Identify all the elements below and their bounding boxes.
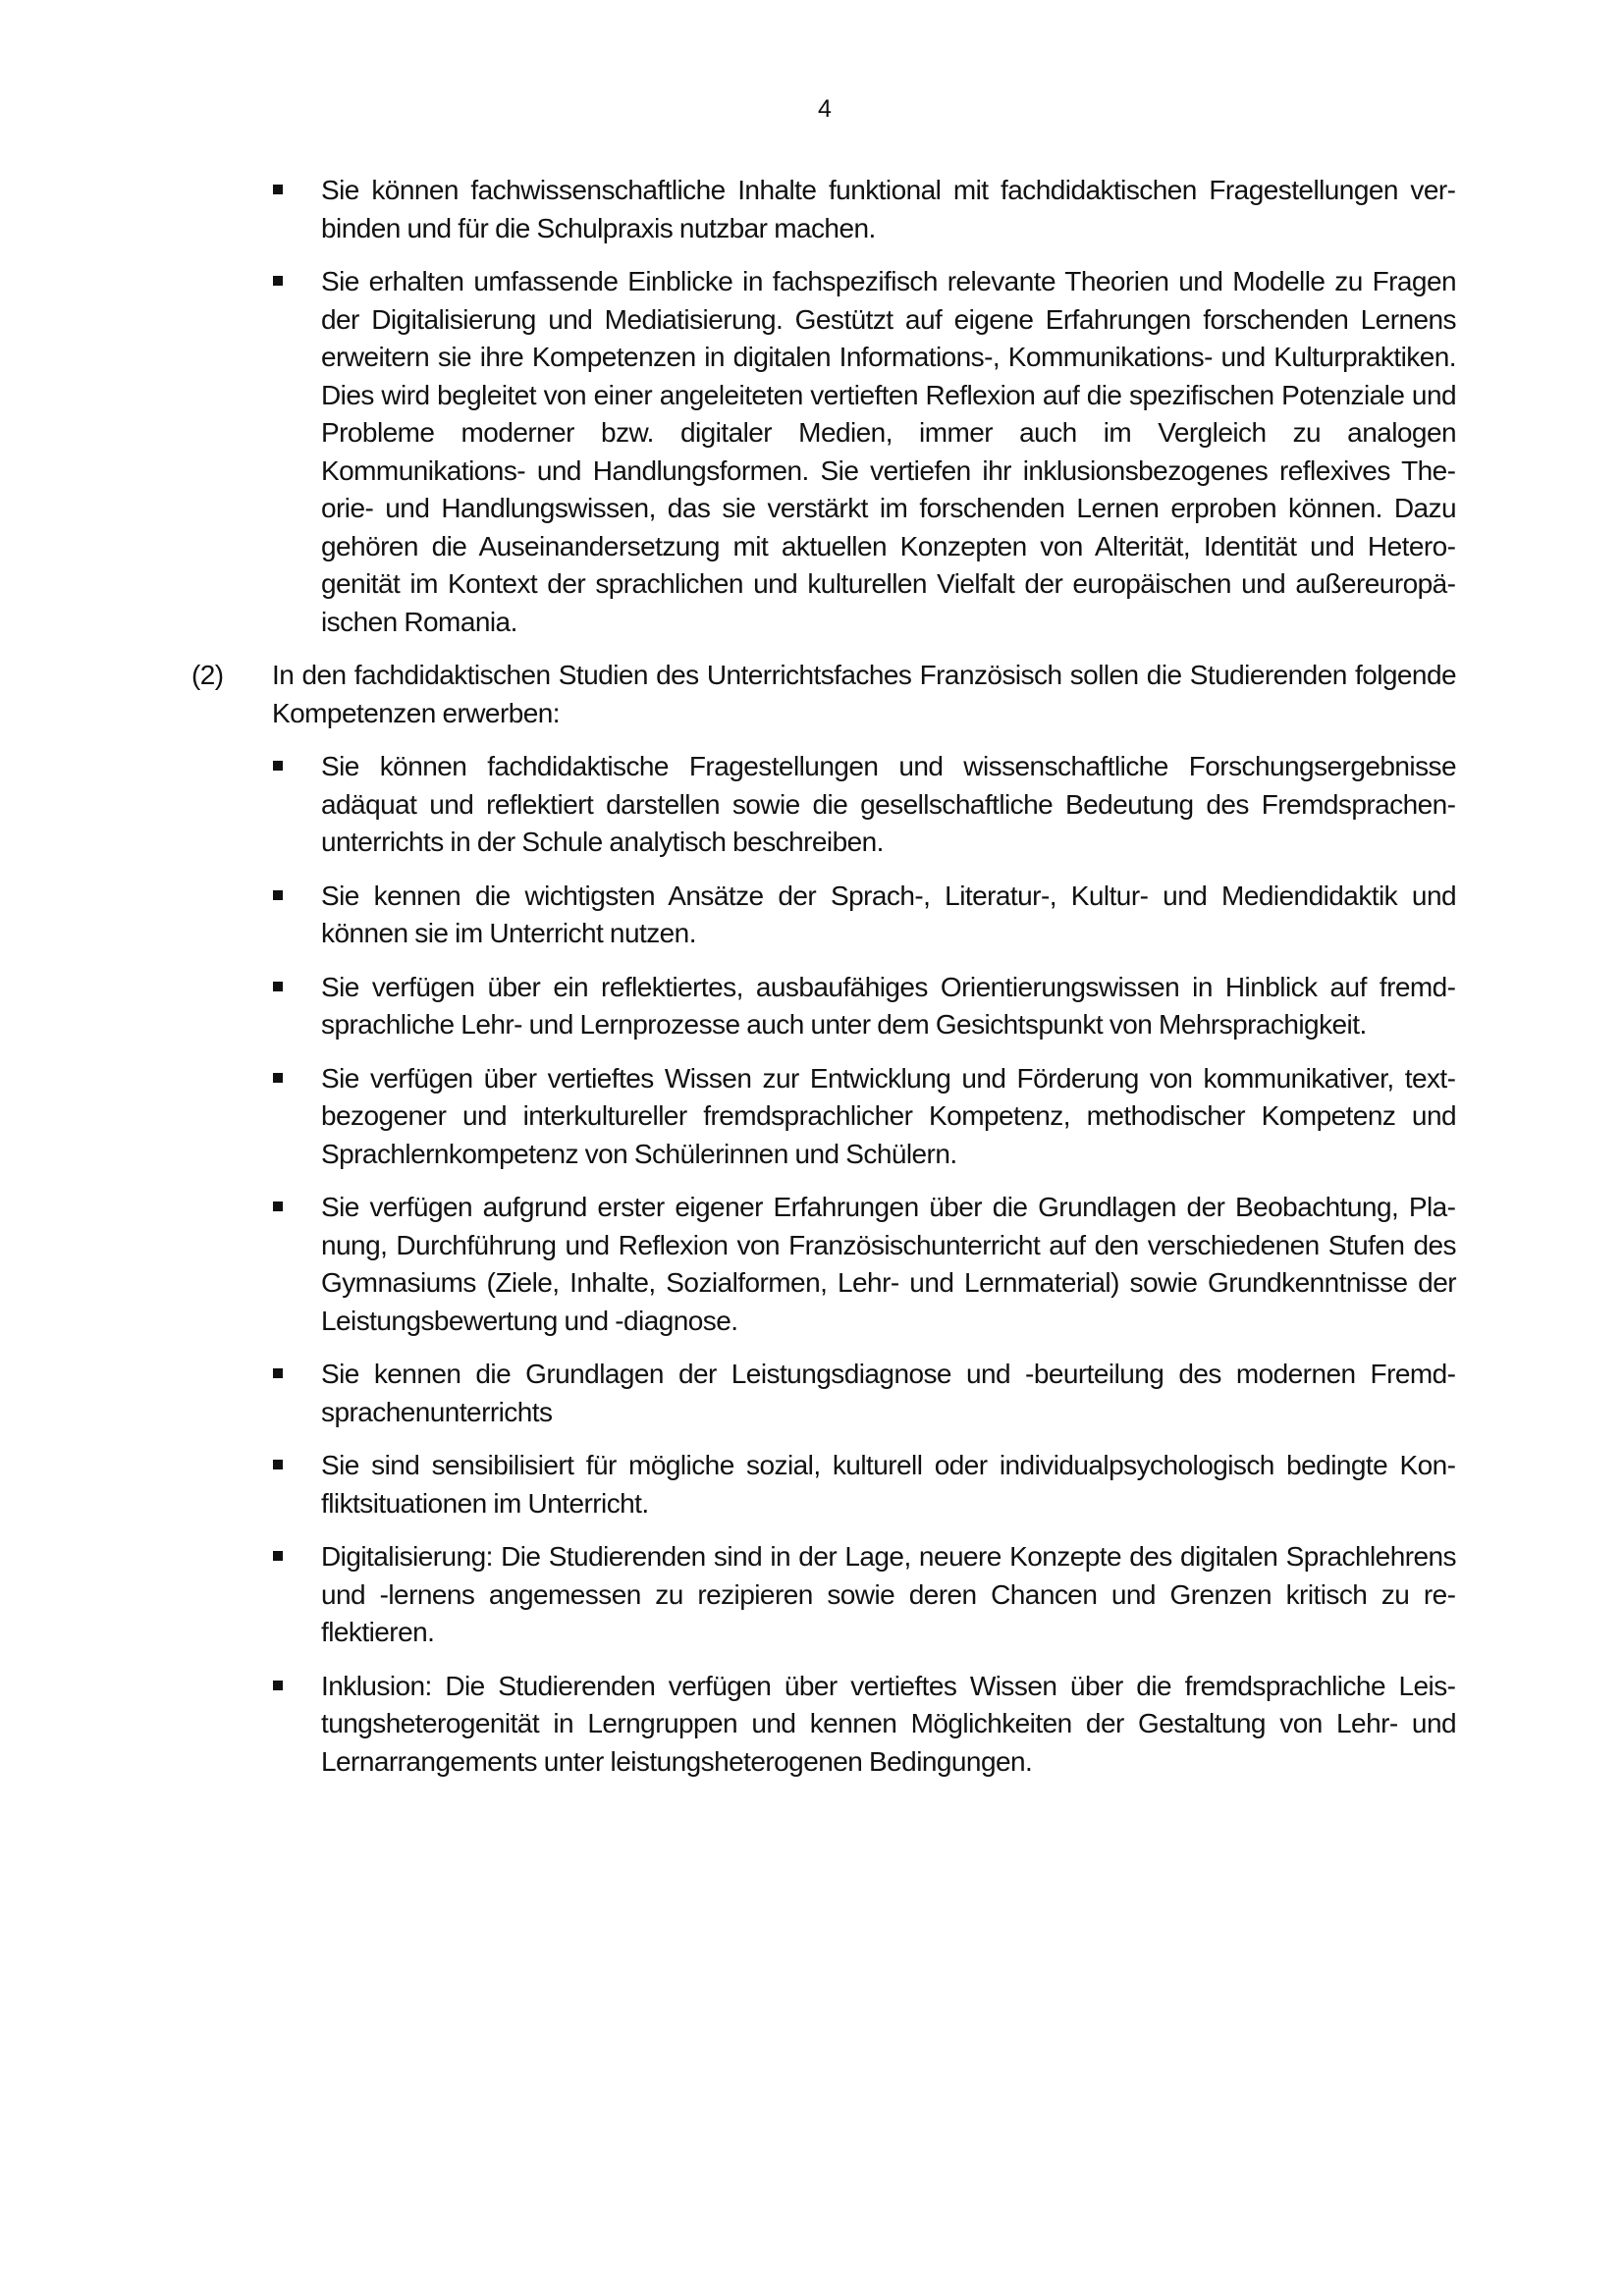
square-bullet-icon	[273, 1551, 283, 1561]
square-bullet-icon	[273, 1073, 283, 1083]
page-number: 4	[818, 95, 832, 123]
square-bullet-icon	[273, 185, 283, 194]
square-bullet-icon	[273, 1201, 283, 1211]
square-bullet-icon	[273, 982, 283, 991]
list-item-text: Sie sind sensibilisiert für mögliche sozial, kulturell oder individualpsychologisch bedingte Konfliktsituationen im Unterricht.	[321, 1450, 1456, 1519]
list-item-text: Sie verfügen aufgrund erster eigener Erfahrungen über die Grundlagen der Beobachtung, Planung, Durchführung und Reflexion von Französischunterricht auf den verschiedenen Stufen des Gymnasiums (Ziele, Inhalte, Sozialformen, Lehr- und Lernmaterial) sowie Grundkenntnisse der Leistungsbewertung und -diagnose.	[321, 1192, 1456, 1336]
list-item-text: Sie kennen die Grundlagen der Leistungsdiagnose und -beurteilung des modernen Fremdsprachenunterrichts	[321, 1359, 1456, 1427]
paragraph-intro: In den fachdidaktischen Studien des Unterrichtsfaches Französisch sollen die Studierenden folgende Kompetenzen erwerben:	[272, 660, 1456, 728]
list-item	[189, 878, 1456, 953]
document-body	[189, 172, 1456, 1796]
square-bullet-icon	[273, 890, 283, 900]
paragraph-number: (2)	[191, 660, 224, 690]
list-item-text: Sie können fachwissenschaftliche Inhalte funktional mit fachdidaktischen Fragestellungen verbinden und für die Schulpraxis nutzbar machen.	[321, 175, 1456, 243]
list-item-text: Sie können fachdidaktische Fragestellungen und wissenschaftliche Forschungsergebnisse adäquat und reflektiert darstellen sowie die gesellschaftliche Bedeutung des Fremdsprachenunterrichts in der Schule analytisch beschreiben.	[321, 751, 1456, 857]
list-item	[189, 172, 1456, 247]
list-item	[189, 1447, 1456, 1522]
square-bullet-icon	[273, 1681, 283, 1690]
square-bullet-icon	[273, 1368, 283, 1378]
square-bullet-icon	[273, 276, 283, 286]
list-item-text: Sie verfügen über ein reflektiertes, ausbaufähiges Orientierungswissen in Hinblick auf fremdsprachliche Lehr- und Lernprozesse auch unter dem Gesichtspunkt von Mehrsprachigkeit.	[321, 971, 1456, 1040]
square-bullet-icon	[273, 1460, 283, 1469]
list-item	[189, 1060, 1456, 1174]
list-item-text: Sie verfügen über vertieftes Wissen zur Entwicklung und Förderung von kommunikativer, textbezogener und interkultureller fremdsprachlicher Kompetenz, methodischer Kompetenz und Sprachlernkompetenz von Schülerinnen und Schülern.	[321, 1062, 1456, 1169]
list-item	[189, 1356, 1456, 1431]
list-item	[189, 263, 1456, 641]
list-item	[189, 969, 1456, 1044]
list-item	[189, 1538, 1456, 1652]
list-item-text: Digitalisierung: Die Studierenden sind in der Lage, neuere Konzepte des digitalen Sprachlehrens und -lernens angemessen zu rezipieren sowie deren Chancen und Grenzen kritisch zu reflektieren.	[321, 1541, 1456, 1647]
list-item-text: Sie erhalten umfassende Einblicke in fachspezifisch relevante Theorien und Modelle zu Fragen der Digitalisierung und Mediatisierung. Gestützt auf eigene Erfahrungen forschenden Lernens erweitern sie ihre Kompetenzen in digitalen Informations-, Kommunikations- und Kulturpraktiken. Dies wird begleitet von einer angeleiteten vertieften Reflexion auf die spezifischen Potenziale und Probleme moderner bzw. digitaler Medien, immer auch im Vergleich zu analogen Kommunikations- und Handlungsformen. Sie vertiefen ihr inklusionsbezogenes reflexives Theorie- und Handlungswissen, das sie verstärkt im forschenden Lernen erproben können. Dazu gehören die Auseinandersetzung mit aktuellen Konzepten von Alterität, Identität und Heterogenität im Kontext der sprachlichen und kulturellen Vielfalt der europäischen und außereuropäischen Romania.	[321, 266, 1456, 637]
square-bullet-icon	[273, 761, 283, 771]
list-item	[189, 1668, 1456, 1782]
list-item	[189, 748, 1456, 862]
list-item-text: Inklusion: Die Studierenden verfügen über vertieftes Wissen über die fremdsprachliche Leistungsheterogenität in Lerngruppen und kennen Möglichkeiten der Gestaltung von Lehr- und Lernarrangements unter leistungsheterogenen Bedingungen.	[321, 1670, 1456, 1777]
numbered-paragraph	[189, 657, 1456, 732]
list-item	[189, 1189, 1456, 1340]
list-item-text: Sie kennen die wichtigsten Ansätze der Sprach-, Literatur-, Kultur- und Mediendidaktik und können sie im Unterricht nutzen.	[321, 880, 1456, 948]
